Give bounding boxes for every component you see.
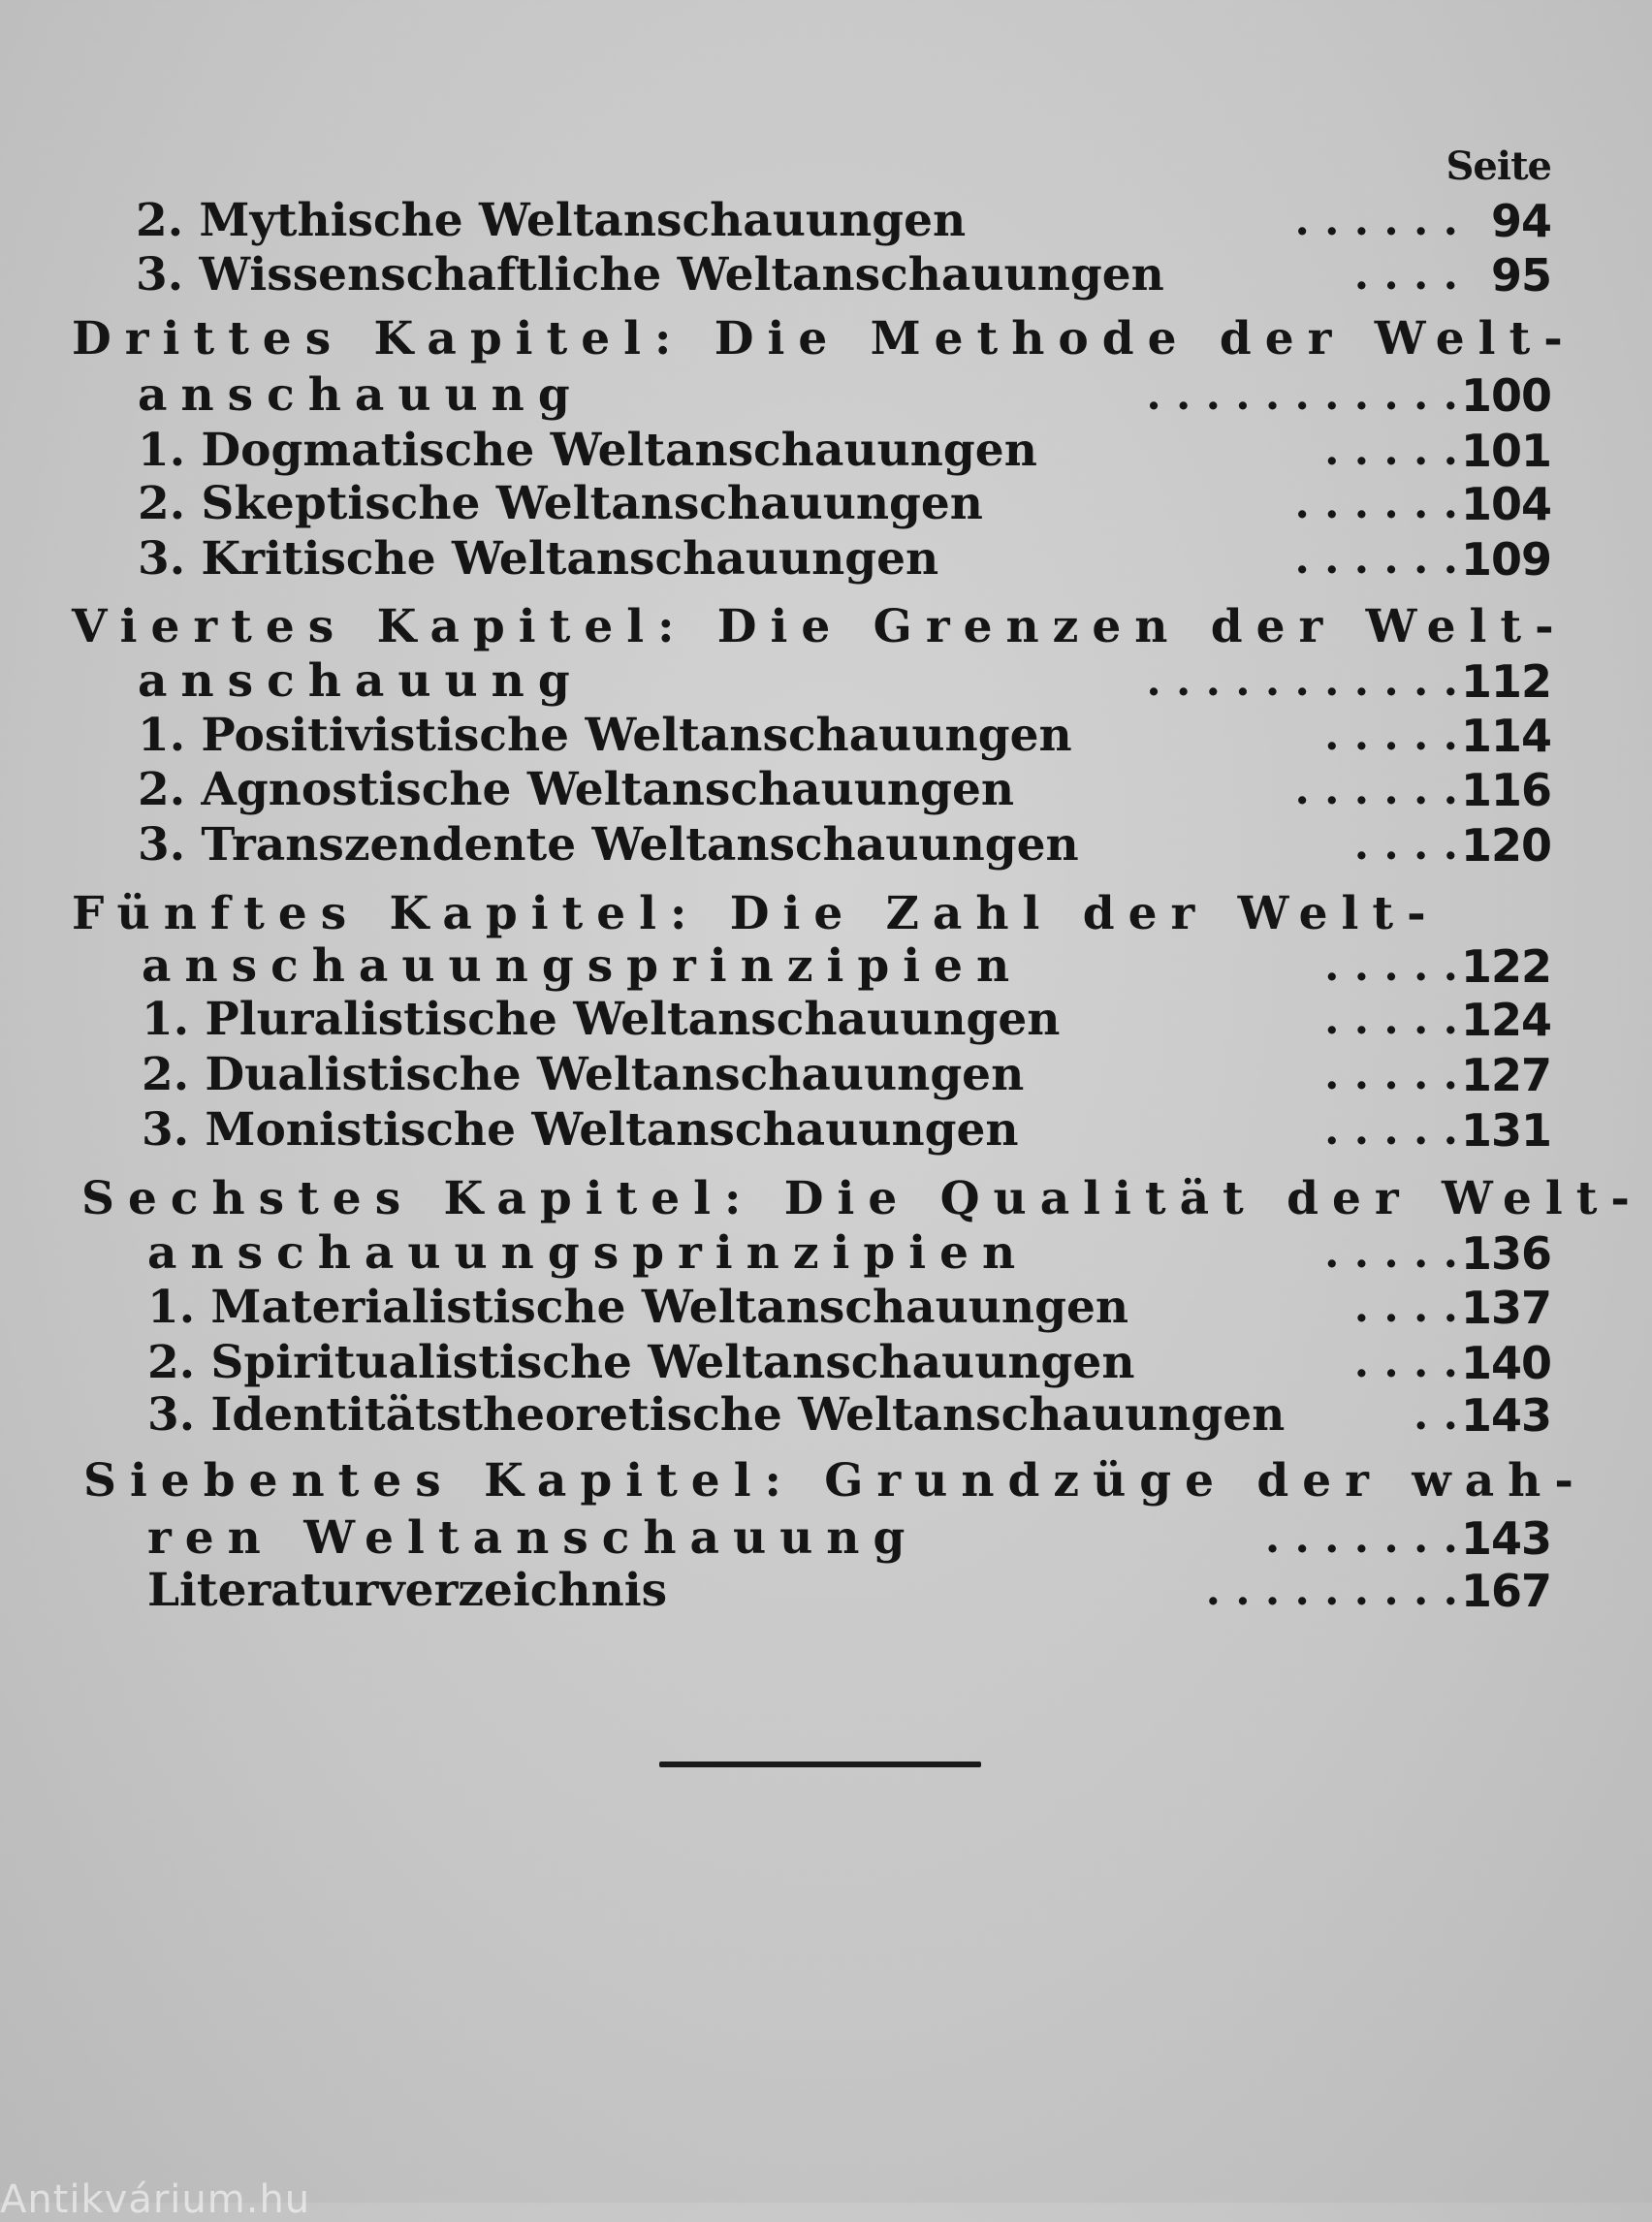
entry-title: 1. Positivistische Weltanschauungen: [138, 709, 1072, 762]
leader-dots: . . . . . .: [1294, 534, 1458, 584]
leader-dots: . . . . .: [1324, 1105, 1458, 1155]
chapter-title: Viertes Kapitel: Die Grenzen der Welt-: [72, 600, 1568, 653]
entry-page: 167: [1460, 1565, 1551, 1617]
entry-title: 1. Materialistische Weltanschauungen: [147, 1281, 1129, 1334]
entry-title: 2. Skeptische Weltanschauungen: [138, 477, 983, 530]
entry-title: anschauungsprinzipien: [142, 939, 1024, 993]
entry-page: 127: [1460, 1049, 1551, 1101]
toc-entry: [0, 1225, 1652, 1282]
entry-page: 112: [1460, 655, 1551, 708]
entry-page: 104: [1460, 478, 1551, 530]
leader-dots: . . . . .: [1324, 711, 1458, 760]
toc-entry: [0, 1335, 1652, 1391]
chapter-heading: [0, 886, 1652, 942]
toc-entry: [0, 193, 1652, 249]
entry-page: 101: [1460, 425, 1551, 477]
leader-dots: . . . . . .: [1294, 765, 1458, 814]
entry-page: 137: [1460, 1282, 1551, 1334]
leader-dots: . . . .: [1353, 1283, 1458, 1332]
entry-page: 94: [1490, 195, 1551, 247]
toc-entry: [0, 247, 1652, 303]
closing-rule: [659, 1762, 981, 1767]
toc-entry: [0, 762, 1652, 818]
toc-entry: [0, 1047, 1652, 1103]
entry-title: 2. Agnostische Weltanschauungen: [138, 763, 1015, 816]
toc-entry: [0, 1563, 1652, 1619]
leader-dots: . . . . .: [1324, 426, 1458, 475]
entry-title: 3. Transzendente Weltanschauungen: [138, 818, 1079, 872]
toc-entry: [0, 653, 1652, 710]
entry-page: 114: [1460, 710, 1551, 762]
entry-title: 3. Wissenschaftliche Weltanschauungen: [136, 248, 1164, 302]
chapter-heading: [0, 1453, 1652, 1509]
leader-dots: . . . . . . .: [1264, 1513, 1458, 1563]
entry-title: 3. Kritische Weltanschauungen: [138, 532, 939, 586]
entry-page: 140: [1460, 1337, 1551, 1389]
leader-dots: . . . . .: [1324, 1050, 1458, 1099]
toc-entry: [0, 992, 1652, 1048]
entry-title: 2. Mythische Weltanschauungen: [136, 194, 967, 247]
entry-title: anschauung: [138, 368, 584, 422]
entry-title: 3. Monistische Weltanschauungen: [142, 1103, 1019, 1157]
entry-page: 122: [1460, 940, 1551, 993]
entry-page: 116: [1460, 764, 1551, 816]
entry-page: 95: [1490, 249, 1551, 302]
entry-title: Literaturverzeichnis: [147, 1564, 668, 1617]
entry-title: ren Weltanschauung: [147, 1511, 919, 1565]
toc-entry: [0, 1510, 1652, 1567]
toc-entry: [0, 708, 1652, 764]
watermark: Antikvárium.hu: [0, 2177, 311, 2222]
chapter-title: Drittes Kapitel: Die Methode der Welt-: [72, 312, 1576, 365]
leader-dots: . . . . . .: [1294, 479, 1458, 528]
entry-page: 120: [1460, 819, 1551, 872]
chapter-title: Siebentes Kapitel: Grundzüge der wah-: [83, 1454, 1587, 1508]
toc-entry: [0, 817, 1652, 873]
toc-entry: [0, 531, 1652, 587]
entry-page: 143: [1460, 1512, 1551, 1565]
toc-entry: [0, 938, 1652, 995]
entry-page: 136: [1460, 1227, 1551, 1280]
chapter-title: Fünftes Kapitel: Die Zahl der Welt-: [72, 887, 1440, 940]
leader-dots: . . . . .: [1324, 995, 1458, 1044]
entry-page: 143: [1460, 1389, 1551, 1442]
entry-page: 109: [1460, 533, 1551, 586]
leader-dots: . . . . . . . . . . .: [1146, 656, 1458, 706]
toc-entry: [0, 423, 1652, 479]
chapter-heading: [0, 599, 1652, 655]
chapter-title: Sechstes Kapitel: Die Qualität der Welt-: [81, 1172, 1643, 1225]
leader-dots: . . . . . .: [1294, 196, 1458, 245]
entry-page: 131: [1460, 1104, 1551, 1157]
entry-title: anschauung: [138, 654, 584, 708]
chapter-heading: [0, 311, 1652, 367]
entry-title: 2. Dualistische Weltanschauungen: [142, 1048, 1025, 1101]
leader-dots: . .: [1414, 1390, 1458, 1440]
entry-title: 3. Identitätstheoretische Weltanschauungen: [147, 1388, 1286, 1442]
leader-dots: . . . . .: [1324, 1228, 1458, 1278]
entry-title: 1. Pluralistische Weltanschauungen: [142, 993, 1061, 1046]
toc-entry: [0, 1280, 1652, 1336]
chapter-heading: [0, 1171, 1652, 1227]
entry-page: 100: [1460, 369, 1551, 422]
toc-entry: [0, 367, 1652, 424]
entry-title: anschauungsprinzipien: [147, 1226, 1030, 1280]
page-column-label: Seite: [1446, 143, 1551, 189]
leader-dots: . . . .: [1353, 1338, 1458, 1387]
toc-entry: [0, 476, 1652, 532]
entry-title: 2. Spiritualistische Weltanschauungen: [147, 1336, 1135, 1389]
toc-entry: [0, 1387, 1652, 1444]
entry-page: 124: [1460, 994, 1551, 1046]
toc-entry: [0, 1102, 1652, 1159]
leader-dots: . . . . . . . . . . .: [1146, 370, 1458, 420]
leader-dots: . . . . .: [1324, 941, 1458, 991]
leader-dots: . . . .: [1353, 820, 1458, 870]
leader-dots: . . . .: [1353, 250, 1458, 300]
leader-dots: . . . . . . . . .: [1205, 1566, 1458, 1615]
entry-title: 1. Dogmatische Weltanschauungen: [138, 424, 1037, 477]
